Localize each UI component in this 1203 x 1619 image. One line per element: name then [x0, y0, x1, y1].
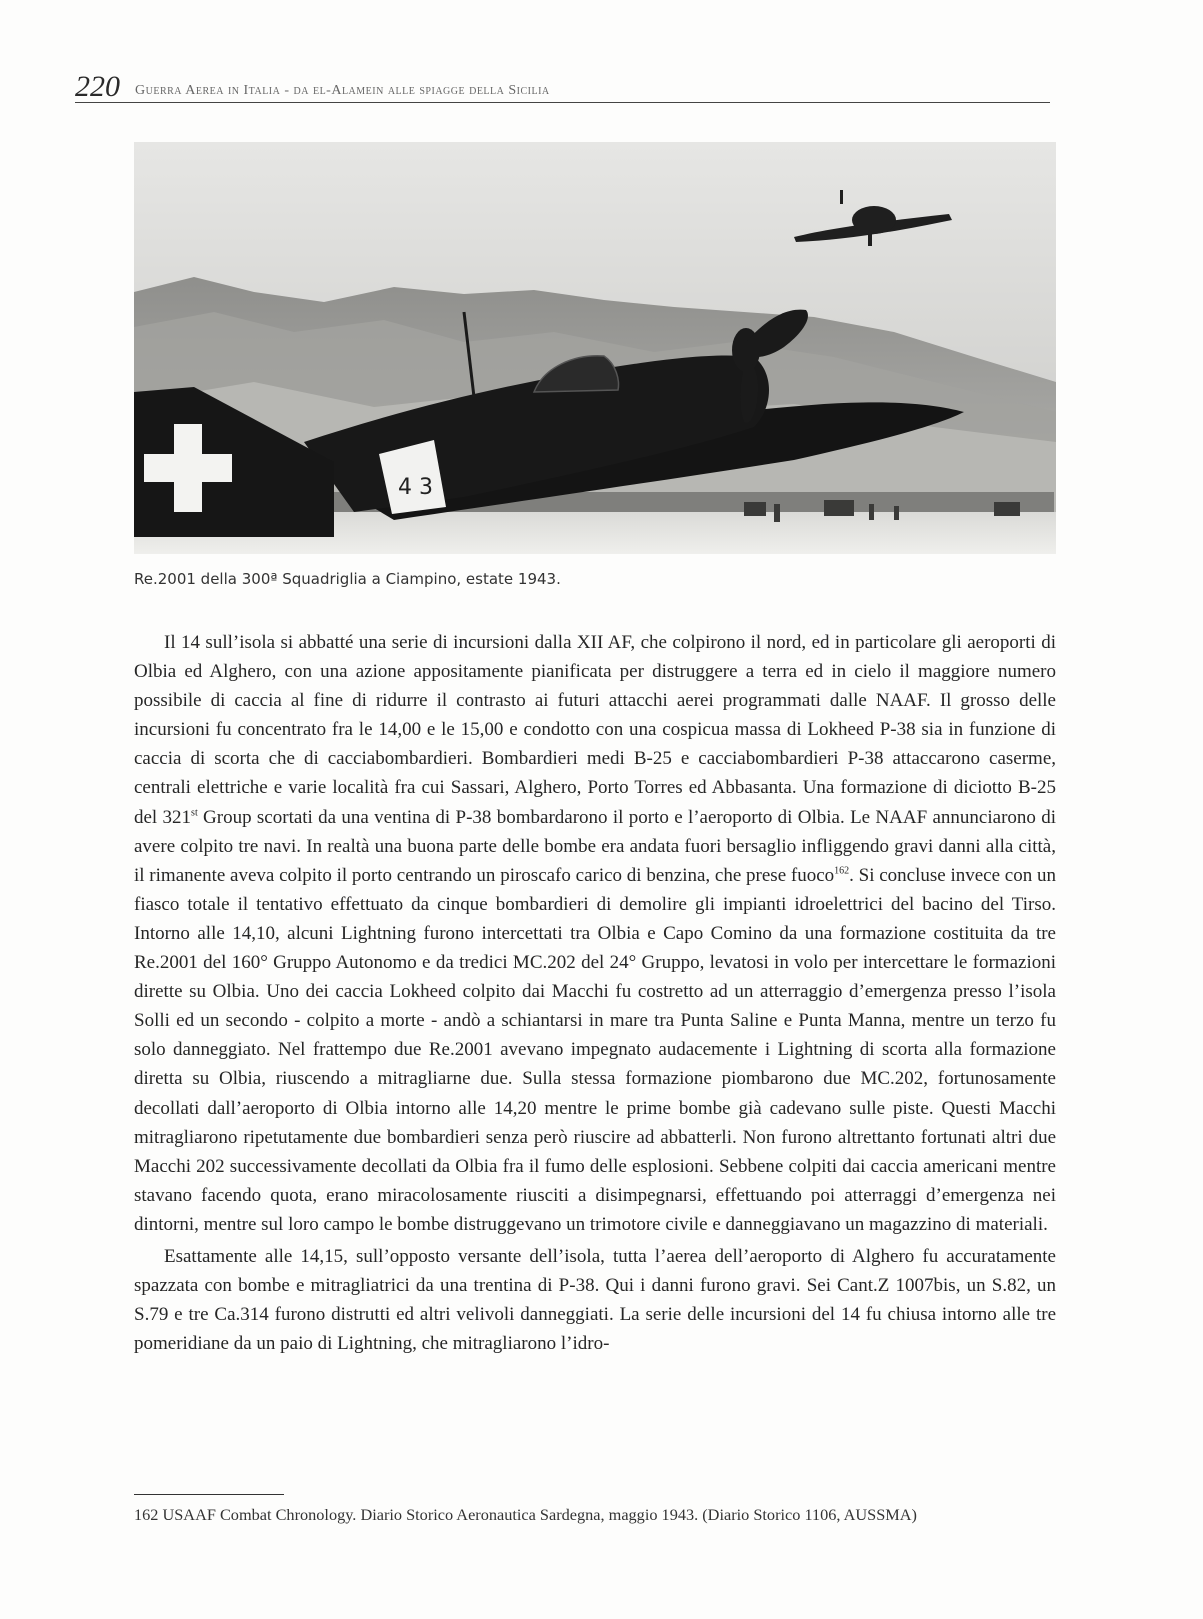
page-number: 220: [75, 70, 120, 103]
aircraft-code: 4 3: [398, 475, 433, 500]
photo-illustration: [134, 142, 1056, 554]
footnote-divider: [134, 1494, 284, 1495]
ordinal-suffix: st: [191, 807, 198, 819]
body-text: [134, 628, 1056, 1358]
paragraph-2: Esattamente alle 14,15, sull’opposto versante dell’isola, tutta l’aerea dell’aeroporto di Alghero fu accuratamente spazzata con bombe e mitragliatrici da una trentina di P-38. Qui i danni furono gravi. Sei Cant.Z 1007bis, un S.82, un S.79 e tre Ca.314 furono distrutti ed altri velivoli danneggiati. La serie delle incursioni del 14 fu chiusa intorno alle tre pomeridiane da un paio di Lightning, che mitragliarono l’idro-: [134, 1245, 1056, 1355]
figure-caption: Re.2001 della 300ª Squadriglia a Ciampino, estate 1943.: [134, 570, 561, 588]
running-header: [75, 68, 1050, 103]
paragraph-1: Il 14 sull’isola si abbatté una serie di incursioni dalla XII AF, che colpirono il nord, ed in particolare gli aeroporti di Olbia ed Alghero, con una azione appositamente pianificata per distruggere a terra ed in cielo il maggiore numero possibile di caccia al fine di ridurre il contrasto ai futuri attacchi aerei programmati dalle NAAF. Il grosso delle incursioni fu concentrato fra le 14,00 e le 15,00 e condotto con una cospicua massa di Lokheed P-38 sia in funzione di caccia di scorta che di cacciabombardieri. Bombardieri medi B-25 e cacciabombardieri P-38 attaccarono caserme, centrali elettriche e varie località fra cui Sassari, Alghero, Porto Torres ed Abbasanta. Una formazione di diciotto B-25 del 321st Group scortati da una ventina di P-38 bombardarono il porto e l’aeroporto di Olbia. Le NAAF annunciarono di avere colpito tre navi. In realtà una buona parte delle bombe era andata fuori bersaglio infliggendo gravi danni alla città, il rimanente aveva colpito il porto centrando un piroscafo carico di benzina, che prese fuoco$^{162}$. Si concluse invece con un fiasco totale il tentativo effettuato da cinque bombardieri di demolire gli impianti idroelettrici del bacino del Tirso. Intorno alle 14,10, alcuni Lightning furono intercettati tra Olbia e Capo Comino da una formazione costituita da tre Re.2001 del 160° Gruppo Autonomo e da tredici MC.202 del 24° Gruppo, levatosi in volo per intercettare le formazioni dirette su Olbia. Uno dei caccia Lokheed colpito dai Macchi fu costretto ad un atterraggio d’emergenza presso l’isola Solli ed un secondo - colpito a morte - andò a schiantarsi in mare tra Punta Saline e Punta Manna, mentre un terzo fu solo danneggiato. Nel frattempo due Re.2001 avevano impegnato audacemente i Lightning di scorta alla formazione diretta su Olbia, riuscendo a mitragliarne due. Sulla stessa formazione piombarono due MC.202, fortunosamente decollati dall’aeroporto di Olbia intorno alle 14,20 mentre le prime bombe già cadevano sulle piste. Questi Macchi mitragliarono ripetutamente due bombardieri senza però riuscire ad abbatterli. Non furono altrettanto fortunati altri due Macchi 202 successivamente decollati da Olbia fra il fumo delle esplosioni. Sebbene colpiti dai caccia americani mentre stavano facendo quota, erano miracolosamente riusciti a disimpegnarsi, effettuando poi atterraggi d’emergenza nei dintorni, mentre sul loro campo le bombe distruggevano un trimotore civile e danneggiavano un magazzino di materiali.: [134, 632, 1056, 1235]
footnote-reference: 162: [834, 865, 850, 877]
aircraft-photograph: [134, 142, 1056, 554]
running-title: Guerra Aerea in Italia - da el-Alamein alle spiagge della Sicilia: [135, 83, 550, 98]
footnote: 162 USAAF Combat Chronology. Diario Storico Aeronautica Sardegna, maggio 1943. (Diario Storico 1106, AUSSMA): [134, 1505, 917, 1524]
